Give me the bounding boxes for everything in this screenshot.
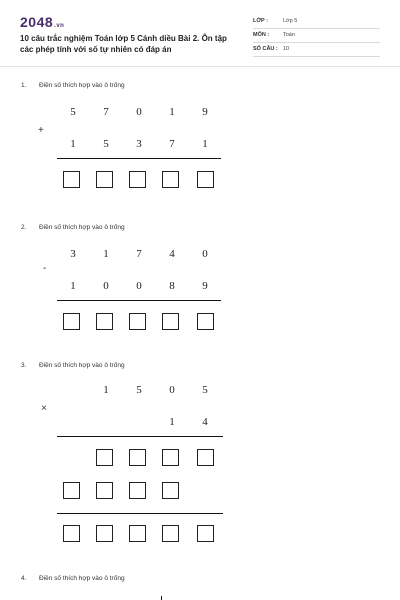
q2-top-digit: 7 (136, 248, 142, 260)
question-3-prompt: Điền số thích hợp vào ô trống (39, 362, 125, 369)
q3-answer-box[interactable] (63, 525, 80, 542)
q1-answer-box[interactable] (96, 171, 113, 188)
q1-top-digit: 9 (202, 106, 208, 118)
q4-cutoff-mark (161, 596, 162, 600)
q1-result-line (57, 158, 221, 159)
q1-bottom-digit: 1 (202, 138, 208, 150)
q2-top-digit: 3 (70, 248, 76, 260)
q1-top-digit: 0 (136, 106, 142, 118)
question-4-number: 4. (21, 575, 27, 582)
q2-bottom-digit: 8 (169, 280, 175, 292)
q2-answer-box[interactable] (197, 313, 214, 330)
q3-top-digit: 5 (136, 384, 142, 396)
q2-answer-box[interactable] (162, 313, 179, 330)
q2-answer-box[interactable] (129, 313, 146, 330)
question-3-number: 3. (21, 362, 27, 369)
q3-bottom-digit: 4 (202, 416, 208, 428)
q3-answer-box[interactable] (197, 525, 214, 542)
q1-answer-box[interactable] (129, 171, 146, 188)
q2-bottom-digit: 1 (70, 280, 76, 292)
q1-top-digit: 1 (169, 106, 175, 118)
question-2-prompt: Điền số thích hợp vào ô trống (39, 224, 125, 231)
q2-bottom-digit: 0 (103, 280, 109, 292)
meta-class (253, 15, 380, 29)
q3-partial-1-box[interactable] (162, 449, 179, 466)
header-divider (0, 66, 400, 67)
q2-top-digit: 0 (202, 248, 208, 260)
q3-partial-1-box[interactable] (129, 449, 146, 466)
worksheet-title: 10 câu trắc nghiệm Toán lớp 5 Cánh diều Bài 2. Ôn tập các phép tính với số tự nhiên có đáp án (20, 34, 227, 54)
q2-bottom-digit: 9 (202, 280, 208, 292)
q1-answer-box[interactable] (197, 171, 214, 188)
q3-partial-2-box[interactable] (96, 482, 113, 499)
meta-question-count-label: SỐ CÂU : (253, 46, 278, 52)
q2-operator: - (43, 263, 47, 274)
meta-subject (253, 29, 380, 43)
question-3-label (21, 362, 125, 369)
q3-result-line (57, 513, 223, 514)
q2-top-digit: 1 (103, 248, 109, 260)
q3-top-digit: 0 (169, 384, 175, 396)
meta-class-value: Lớp 5 (283, 18, 298, 24)
meta-subject-value: Toán (283, 32, 295, 38)
q3-partial-2-box[interactable] (129, 482, 146, 499)
q1-bottom-digit: 7 (169, 138, 175, 150)
question-2-number: 2. (21, 224, 27, 231)
meta-question-count-value: 10 (283, 46, 290, 52)
meta-question-count (253, 43, 380, 57)
question-1-label (21, 82, 125, 89)
q3-partial-line (57, 436, 223, 437)
site-logo[interactable]: 2048.vn (20, 14, 65, 30)
q1-answer-box[interactable] (63, 171, 80, 188)
meta-class-label: LỚP : (253, 18, 268, 24)
q2-answer-box[interactable] (63, 313, 80, 330)
q1-bottom-digit: 1 (70, 138, 76, 150)
q2-top-digit: 4 (169, 248, 175, 260)
q3-answer-box[interactable] (162, 525, 179, 542)
q1-top-digit: 5 (70, 106, 76, 118)
q3-answer-box[interactable] (129, 525, 146, 542)
meta-subject-label: MÔN : (253, 32, 270, 38)
q3-top-digit: 1 (103, 384, 109, 396)
q1-answer-box[interactable] (162, 171, 179, 188)
question-4-label (21, 575, 125, 582)
q1-operator: + (38, 125, 44, 136)
question-1-number: 1. (21, 82, 27, 89)
q3-partial-1-box[interactable] (197, 449, 214, 466)
q3-partial-1-box[interactable] (96, 449, 113, 466)
question-2-label (21, 224, 125, 231)
q2-answer-box[interactable] (96, 313, 113, 330)
question-1-prompt: Điền số thích hợp vào ô trống (39, 82, 125, 89)
q3-operator: × (41, 403, 47, 414)
q3-answer-box[interactable] (96, 525, 113, 542)
q3-bottom-digit: 1 (169, 416, 175, 428)
q1-bottom-digit: 3 (136, 138, 142, 150)
q3-partial-2-box[interactable] (63, 482, 80, 499)
q2-bottom-digit: 0 (136, 280, 142, 292)
q2-result-line (57, 300, 221, 301)
q3-top-digit: 5 (202, 384, 208, 396)
q1-top-digit: 7 (103, 106, 109, 118)
q3-partial-2-box[interactable] (162, 482, 179, 499)
question-4-prompt: Điền số thích hợp vào ô trống (39, 575, 125, 582)
q1-bottom-digit: 5 (103, 138, 109, 150)
